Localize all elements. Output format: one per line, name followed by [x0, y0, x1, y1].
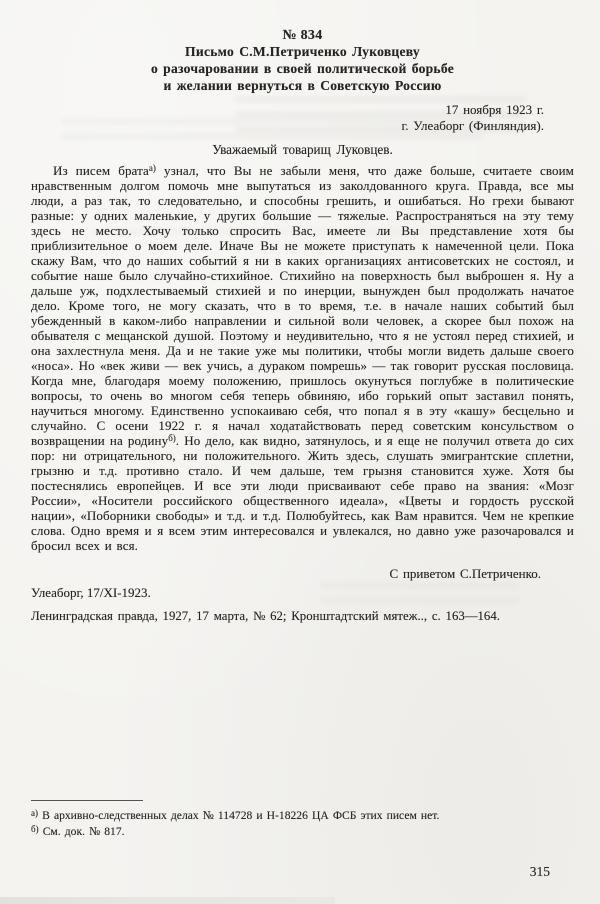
title-line-3: и желании вернуться в Советскую Россию — [163, 77, 442, 93]
footnote-marker-a: а) — [148, 163, 156, 174]
place-date: Улеаборг, 17/XI-1923. — [31, 585, 151, 601]
footnote-b-marker: б) — [31, 823, 39, 834]
doc-number: № 834 — [282, 28, 323, 43]
footnote-a-text: В архивно-следственных делах № 114728 и Н-18226 ЦА ФСБ этих писем нет. — [42, 809, 440, 822]
signature: С приветом С.Петриченко. — [389, 566, 541, 582]
doc-title — [31, 44, 574, 94]
scan-shadow — [0, 897, 335, 904]
page-number: 315 — [529, 864, 550, 879]
title-line-1: Письмо С.М.Петриченко Луковцеву — [185, 44, 420, 59]
dateline-date: 17 ноября 1923 г. — [445, 102, 544, 118]
footnote-marker-b: б) — [168, 433, 176, 444]
letter-body — [31, 163, 574, 553]
footnote-a-marker: а) — [31, 808, 38, 818]
source-citation: Ленинградская правда, 1927, 17 марта, № 62; Кронштадтский мятеж.., с. 163—164. — [31, 609, 500, 624]
footnote-b-text: См. док. № 817. — [42, 824, 125, 838]
body-segment-1: Из писем брата — [53, 163, 149, 179]
title-line-2: о разочаровании в своей политической борьбе — [150, 60, 455, 76]
dateline — [31, 102, 574, 134]
body-segment-2: узнал, что Вы не забыли меня, что даже больше, считаете своим нравственным долгом помочь мне выпутаться из заколдованного круга. Правда, все мы люди, а раз так, то следовательно, и способны грешить, и ошибаться. Но грехи бывают разные: у одних маленькие, у других большие — тяжелые. Распространяться на эту тему здесь не место. Хочу только спросить Вас, имеете ли Вы представление хотя бы приблизительное о моем деле. Иначе Вы не можете приступать к намеченной цели. Пока скажу Вам, что до наших событий я ни в каких организациях антисоветских не состоял, и событие наше было случайно-стихийное. Стихийно на поверхность был выброшен я. Ну а дальше уж, подхлестываемый стихией и по инерции, вынужден был продолжать начатое дело. Кроме того, не могу сказать, что в то время, т.е. в начале наших событий был убежденный в каком-либо направлении и сильной воли человек, а скорее был похож на обывателя с мещанской душой. Поэтому и неудивительно, что я не устоял перед стихией, и она захлестнула меня. Да и не такие уже мы политики, чтобы могли видеть дальше своего «носа». Но «век живи — век учись, а дураком помрешь» — так говорит русская пословица. Когда мне, благодаря моему положению, пришлось окунуться поглубже в политические вопросы, то очень во многом себя теперь обвиняю, ибо горький опыт заставил понять, научиться многому. Единственно успокаиваю себя, что попал я в эту «кашу» бесцельно и случайно. С осени 1922 г. я начал ходатайствовать перед советским консульством о возвращении на родину — [31, 163, 574, 449]
dateline-place: г. Улеаборг (Финляндия). — [401, 118, 544, 134]
salutation: Уважаемый товарищ Луковцев. — [212, 142, 393, 158]
footnote-a — [31, 809, 560, 824]
body-segment-3: . Но дело, как видно, затянулось, и я еще не получил ответа до сих пор: ни отрицательного, ни положительного. Жить здесь, слушать эмигрантские сплетни, грызню и т.д. противно стало. И чем дальше, тем грызня становится хуже. Хотя бы постеснялись европейцев. И все эти люди присваивают себе право на звания: «Мозг России», «Носители российского общественного идеала», «Цветы и гордость русской нации», «Поборники свободы» и т.д. и т.д. Полюбуйтесь, как Вам нравится. Чем не крепкие слова. Одно время и я всем этим интересовался и увлекался, но давно уже разочаровался и бросил всех и вся. — [31, 433, 574, 554]
footnote-rule — [31, 800, 143, 801]
footnote-b — [31, 825, 560, 840]
footnote-block — [31, 800, 560, 840]
